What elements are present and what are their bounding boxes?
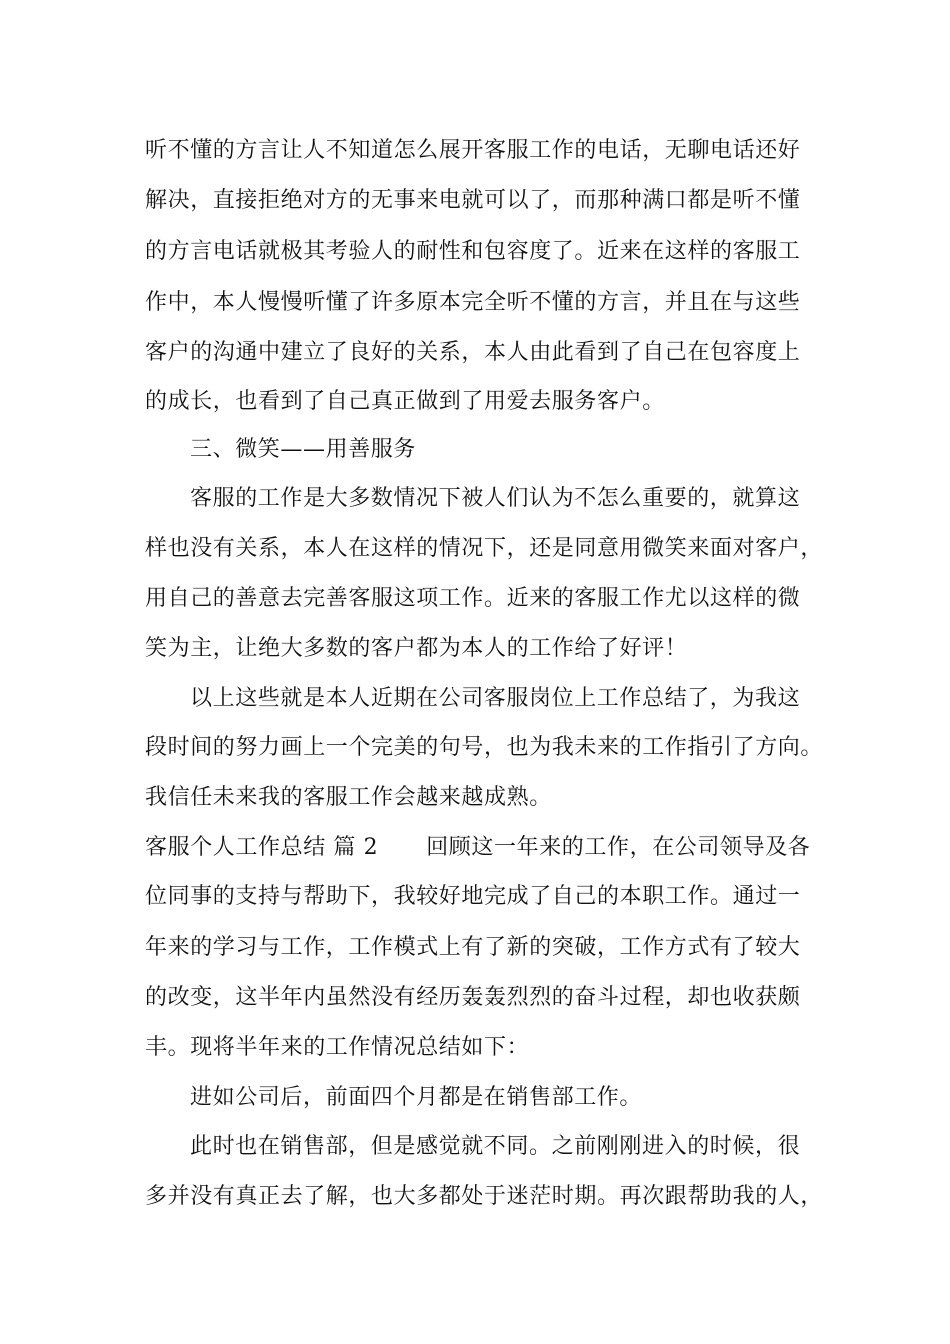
- paragraph-line: 客户的沟通中建立了良好的关系，本人由此看到了自己在包容度上: [145, 340, 801, 365]
- paragraph-line: 样也没有关系，本人在这样的情况下，还是同意用微笑来面对客户，: [145, 536, 824, 561]
- paragraph-line: 用自己的善意去完善客服这项工作。近来的客服工作尤以这样的微: [145, 586, 801, 611]
- paragraph-line: 的方言电话就极其考验人的耐性和包容度了。近来在这样的客服工: [145, 239, 801, 264]
- paragraph-line: 作中，本人慢慢听懂了许多原本完全听不懂的方言，并且在与这些: [145, 290, 801, 315]
- paragraph-line: 客服的工作是大多数情况下被人们认为不怎么重要的，就算这: [190, 486, 801, 511]
- subheading: 三、微笑——用善服务: [190, 437, 417, 462]
- paragraph-line: 听不懂的方言让人不知道怎么展开客服工作的电话，无聊电话还好: [145, 138, 801, 163]
- paragraph-line: 多并没有真正去了解，也大多都处于迷茫时期。再次跟帮助我的人，: [145, 1184, 824, 1209]
- paragraph-line: 的成长，也看到了自己真正做到了用爱去服务客户。: [145, 389, 665, 414]
- paragraph-line: 笑为主，让绝大多数的客户都为本人的工作给了好评！: [145, 636, 688, 661]
- paragraph-line: 回顾这一年来的工作，在公司领导及各: [426, 835, 811, 860]
- paragraph-line: 段时间的努力画上一个完美的句号，也为我未来的工作指引了方向。: [145, 735, 824, 760]
- paragraph-line: 年来的学习与工作，工作模式上有了新的突破，工作方式有了较大: [145, 935, 801, 960]
- paragraph-line: 进如公司后，前面四个月都是在销售部工作。: [190, 1085, 643, 1110]
- paragraph-line: 此时也在销售部，但是感觉就不同。之前刚刚进入的时候，很: [190, 1134, 801, 1159]
- section-title: 客服个人工作总结 篇 2: [145, 835, 379, 860]
- paragraph-line: 我信任未来我的客服工作会越来越成熟。: [145, 785, 552, 810]
- section-heading-line: [145, 833, 810, 863]
- paragraph-line: 以上这些就是本人近期在公司客服岗位上工作总结了，为我这: [190, 686, 801, 711]
- paragraph-line: 丰。现将半年来的工作情况总结如下：: [145, 1035, 530, 1060]
- paragraph-line: 解决，直接拒绝对方的无事来电就可以了，而那种满口都是听不懂: [145, 188, 801, 213]
- paragraph-line: 的改变，这半年内虽然没有经历轰轰烈烈的奋斗过程，却也收获颇: [145, 985, 801, 1010]
- paragraph-line: 位同事的支持与帮助下，我较好地完成了自己的本职工作。通过一: [145, 884, 801, 909]
